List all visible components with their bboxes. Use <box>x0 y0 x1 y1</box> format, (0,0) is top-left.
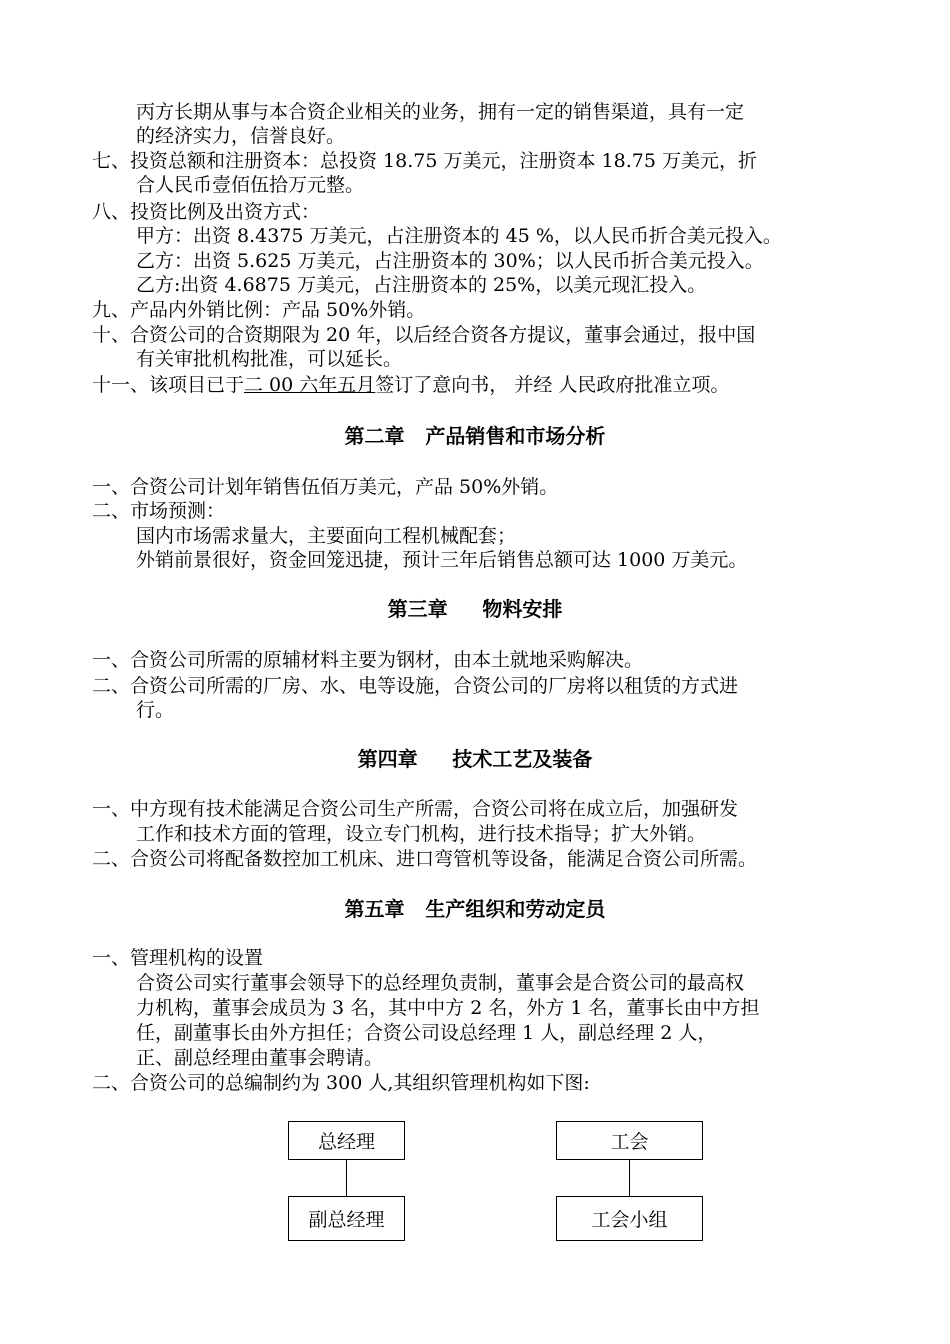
item-ten-line-1: 十、合资公司的合资期限为 20 年，以后经合资各方提议，董事会通过，报中国 <box>92 324 756 346</box>
item-eight-party-yi: 乙方：出资 5.625 万美元，占注册资本的 30%；以人民币折合美元投入。 <box>136 250 764 272</box>
chapter-2-para-4: 外销前景很好，资金回笼迅捷，预计三年后销售总额可达 1000 万美元。 <box>136 549 748 571</box>
chapter-4-para-2: 工作和技术方面的管理，设立专门机构，进行技术指导；扩大外销。 <box>136 823 707 845</box>
org-box-union: 工会 <box>556 1121 703 1160</box>
intro-line-2: 的经济实力，信誉良好。 <box>136 125 346 147</box>
org-box-union-group: 工会小组 <box>556 1196 703 1241</box>
chapter-3-para-1: 一、合资公司所需的原辅材料主要为钢材，由本土就地采购解决。 <box>92 649 644 671</box>
chapter-4-para-1: 一、中方现有技术能满足合资公司生产所需，合资公司将在成立后，加强研发 <box>92 798 739 820</box>
item-seven-line-2: 合人民币壹佰伍拾万元整。 <box>136 174 365 196</box>
chapter-5-para-2: 合资公司实行董事会领导下的总经理负责制，董事会是合资公司的最高权 <box>136 972 745 994</box>
chapter-2-para-1: 一、合资公司计划年销售伍佰万美元，产品 50%外销。 <box>92 476 559 498</box>
item-eleven-suffix: 签订了意向书， 并经 人民政府批准立项。 <box>375 374 730 396</box>
item-seven-line-1: 七、投资总额和注册资本：总投资 18.75 万美元，注册资本 18.75 万美元，折 <box>92 150 757 172</box>
chapter-3-para-3: 行。 <box>136 699 175 721</box>
item-eight-party-yi-2: 乙方:出资 4.6875 万美元，占注册资本的 25%，以美元现汇投入。 <box>136 274 707 296</box>
chapter-5-para-5: 正、副总经理由董事会聘请。 <box>136 1047 384 1069</box>
item-eight-party-jia: 甲方：出资 8.4375 万美元，占注册资本的 45 %，以人民币折合美元投入。 <box>136 225 782 247</box>
chapter-4-para-3: 二、合资公司将配备数控加工机床、进口弯管机等设备，能满足合资公司所需。 <box>92 848 758 870</box>
chapter-5-para-4: 任，副董事长由外方担任；合资公司设总经理 1 人，副总经理 2 人， <box>136 1022 717 1044</box>
org-box-general-manager: 总经理 <box>288 1121 405 1160</box>
org-connector-left <box>346 1160 347 1196</box>
org-box-deputy-general-manager: 副总经理 <box>288 1196 405 1241</box>
org-connector-right <box>629 1160 630 1196</box>
chapter-3-para-2: 二、合资公司所需的厂房、水、电等设施，合资公司的厂房将以租赁的方式进 <box>92 675 739 697</box>
item-eleven-prefix: 十一、该项目已于 <box>92 374 245 396</box>
item-nine: 九、产品内外销比例：产品 50%外销。 <box>92 299 426 321</box>
intro-line-1: 丙方长期从事与本合资企业相关的业务，拥有一定的销售渠道，具有一定 <box>136 101 745 123</box>
chapter-5-para-1: 一、管理机构的设置 <box>92 947 264 969</box>
chapter-5-para-6: 二、合资公司的总编制约为 300 人,其组织管理机构如下图: <box>92 1072 590 1094</box>
chapter-5-title: 第五章 生产组织和劳动定员 <box>344 897 606 921</box>
chapter-2-title: 第二章 产品销售和市场分析 <box>344 424 606 448</box>
item-eleven <box>92 373 729 397</box>
chapter-2-para-3: 国内市场需求量大，主要面向工程机械配套； <box>136 525 517 547</box>
item-eight-heading: 八、投资比例及出资方式： <box>92 201 321 223</box>
chapter-2-para-2: 二、市场预测： <box>92 500 226 522</box>
item-eleven-date: 二 00 六年五月 <box>244 374 376 396</box>
chapter-5-para-3: 力机构，董事会成员为 3 名，其中中方 2 名，外方 1 名，董事长由中方担 <box>136 997 760 1019</box>
item-ten-line-2: 有关审批机构批准，可以延长。 <box>136 348 403 370</box>
chapter-4-title: 第四章 技术工艺及装备 <box>357 747 593 771</box>
chapter-3-title: 第三章 物料安排 <box>387 597 563 621</box>
